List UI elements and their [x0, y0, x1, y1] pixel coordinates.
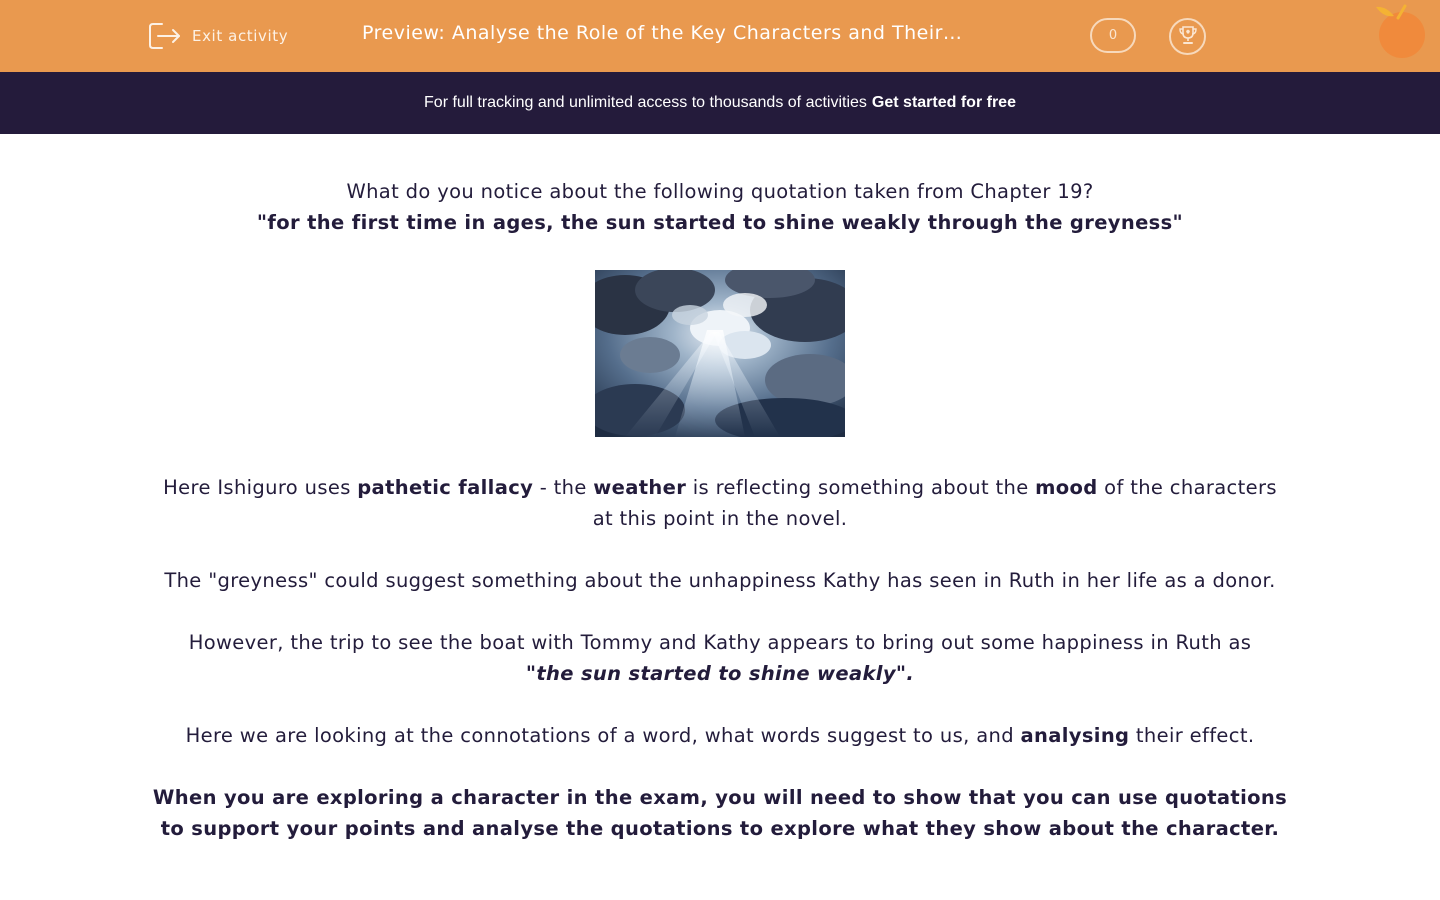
p3-text: However, the trip to see the boat with Tommy and Kathy appears to bring out some happiness in Ruth as — [188, 631, 1252, 654]
p1-text-4: of the characters at this point in the novel. — [592, 476, 1277, 530]
activity-title: Preview: Analyse the Role of the Key Characters and Their… — [362, 22, 963, 44]
explanation-paragraph-4 — [150, 720, 1290, 751]
explanation-paragraph-3 — [150, 627, 1290, 689]
term-mood: mood — [1035, 476, 1098, 499]
p1-text-2: - the — [533, 476, 594, 499]
exit-activity-button[interactable] — [148, 20, 288, 52]
signup-banner — [0, 72, 1440, 134]
explanation-paragraph-1 — [150, 472, 1290, 534]
p1-text-1: Here Ishiguro uses — [163, 476, 358, 499]
score-value: 0 — [1108, 28, 1118, 43]
spacer — [150, 751, 1290, 782]
term-weather: weather — [593, 476, 687, 499]
image-container — [150, 238, 1290, 472]
spacer — [150, 689, 1290, 720]
score-counter — [1090, 18, 1136, 53]
p4-text-1: Here we are looking at the connotations of a word, what words suggest to us, and — [185, 724, 1021, 747]
spacer — [150, 596, 1290, 627]
trophy-icon — [1177, 24, 1199, 50]
exit-activity-label: Exit activity — [192, 27, 289, 45]
term-pathetic-fallacy: pathetic fallacy — [357, 476, 534, 499]
trophy-button[interactable] — [1169, 18, 1206, 55]
explanation-paragraph-5: When you are exploring a character in the exam, you will need to show that you can use quotations to support your points and analyse the quotations to explore what they show about the character. — [152, 786, 1288, 840]
sunlight-through-clouds-image — [595, 270, 845, 437]
get-started-link[interactable]: Get started for free — [871, 94, 1016, 111]
question-prompt: What do you notice about the following quotation taken from Chapter 19? — [346, 180, 1094, 203]
p1-text-3: is reflecting something about the — [686, 476, 1036, 499]
explanation-paragraph-2: The "greyness" could suggest something about the unhappiness Kathy has seen in Ruth in her life as a donor. — [164, 569, 1276, 592]
top-bar — [0, 0, 1440, 72]
orange-fruit-logo[interactable] — [1372, 4, 1428, 60]
banner-text: For full tracking and unlimited access to thousands of activities — [424, 94, 867, 111]
activity-content — [150, 176, 1290, 844]
p4-text-2: their effect. — [1129, 724, 1255, 747]
spacer — [150, 534, 1290, 565]
term-analysing: analysing — [1020, 724, 1130, 747]
p3-quote: "the sun started to shine weakly". — [525, 662, 915, 685]
exit-icon — [148, 21, 182, 51]
question-quotation: "for the first time in ages, the sun started to shine weakly through the greyness" — [256, 211, 1184, 234]
